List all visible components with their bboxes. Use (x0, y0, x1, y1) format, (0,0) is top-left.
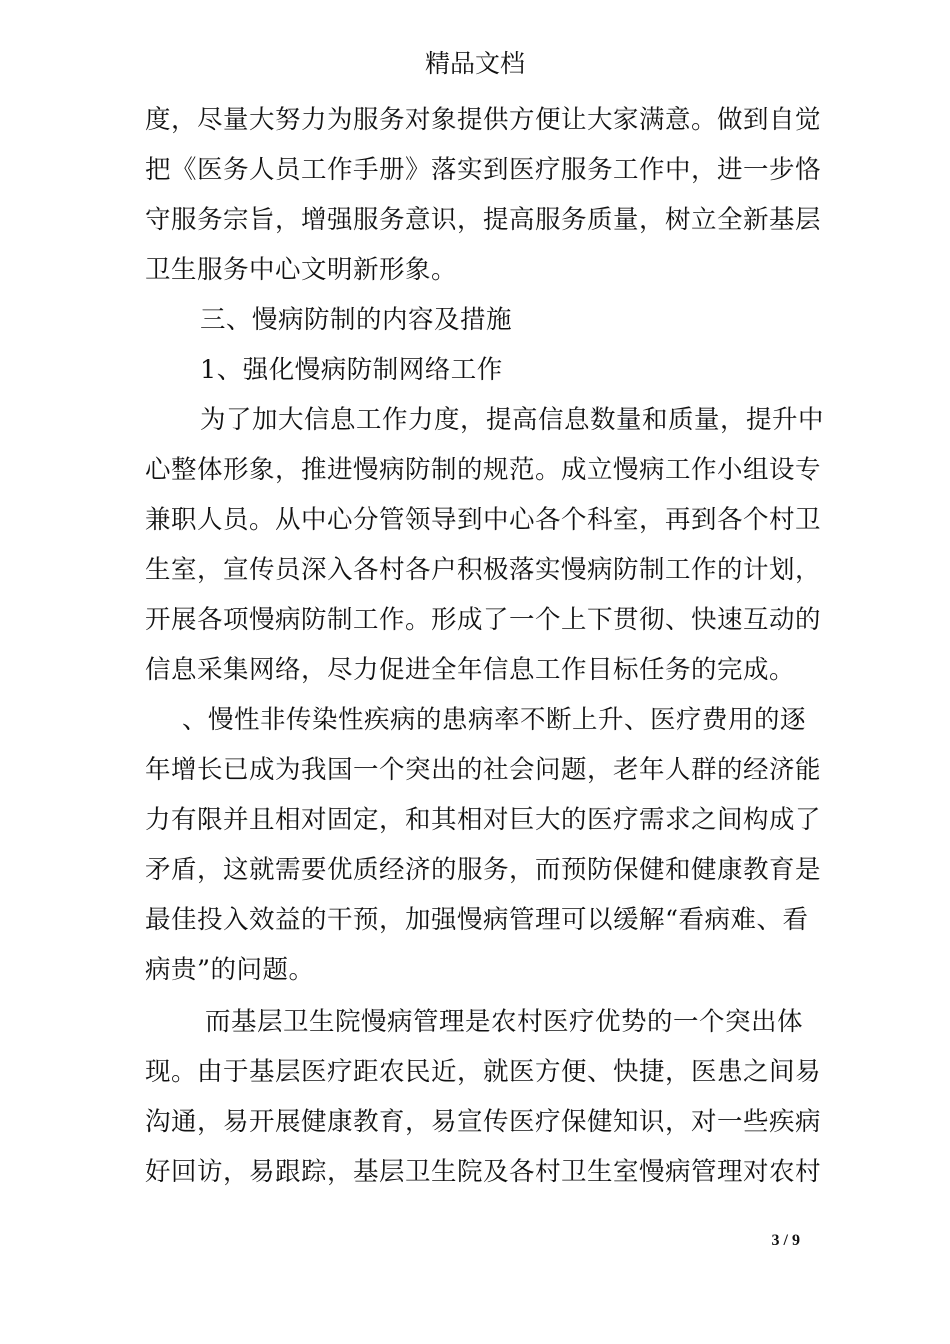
text-line: 守服务宗旨，增强服务意识，提高服务质量，树立全新基层 (145, 205, 822, 235)
text-line: 年增长已成为我国一个突出的社会问题，老年人群的经济能 (145, 755, 822, 785)
text-line: 矛盾，这就需要优质经济的服务，而预防保健和健康教育是 (145, 855, 822, 885)
text-line: 力有限并且相对固定，和其相对巨大的医疗需求之间构成了 (145, 805, 822, 835)
text-line: 好回访，易跟踪，基层卫生院及各村卫生室慢病管理对农村 (145, 1157, 822, 1187)
page-number: 3 / 9 (771, 1232, 800, 1249)
text-line: 、慢性非传染性疾病的患病率不断上升、医疗费用的逐 (182, 705, 807, 735)
text-line: 现。由于基层医疗距农民近，就医方便、快捷，医患之间易 (145, 1057, 822, 1087)
text-line: 开展各项慢病防制工作。形成了一个上下贯彻、快速互动的 (145, 605, 822, 635)
document-body (145, 95, 825, 1197)
page-header-title: 精品文档 (424, 49, 525, 78)
text-line: 兼职人员。从中心分管领导到中心各个科室，再到各个村卫 (145, 505, 822, 535)
text-line: 信息采集网络，尽力促进全年信息工作目标任务的完成。 (145, 655, 796, 685)
text-line: 心整体形象，推进慢病防制的规范。成立慢病工作小组设专 (145, 455, 822, 485)
text-line: 病贵”的问题。 (145, 955, 315, 985)
text-line: 把《医务人员工作手册》落实到医疗服务工作中，进一步恪 (145, 155, 822, 185)
text-line: 而基层卫生院慢病管理是农村医疗优势的一个突出体 (205, 1007, 804, 1037)
subsection-heading: 1、强化慢病防制网络工作 (200, 355, 503, 385)
text-line: 最佳投入效益的干预，加强慢病管理可以缓解“看病难、看 (145, 905, 809, 935)
text-line: 沟通，易开展健康教育，易宣传医疗保健知识，对一些疾病 (145, 1107, 822, 1137)
section-heading: 三、慢病防制的内容及措施 (200, 305, 513, 335)
text-line: 度，尽量大努力为服务对象提供方便让大家满意。做到自觉 (145, 105, 822, 135)
text-line: 生室，宣传员深入各村各户积极落实慢病防制工作的计划， (145, 555, 822, 585)
text-line: 为了加大信息工作力度，提高信息数量和质量，提升中 (200, 405, 825, 435)
text-line: 卫生服务中心文明新形象。 (145, 255, 458, 285)
